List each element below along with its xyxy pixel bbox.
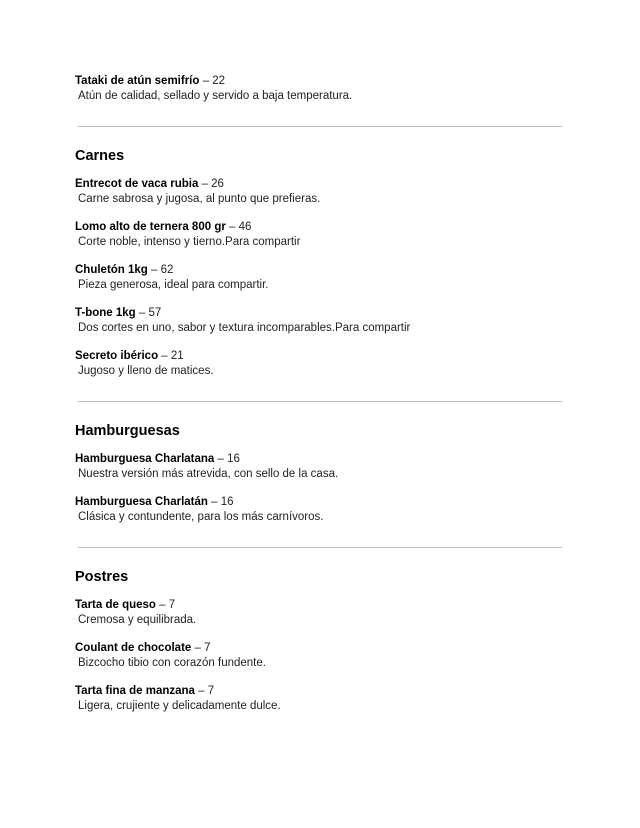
item-price: 46: [238, 221, 252, 233]
item-price: 7: [168, 599, 176, 611]
item-name: Hamburguesa Charlatán: [75, 496, 208, 508]
item-description: Bizcocho tibio con corazón fundente.: [78, 657, 266, 669]
item-description: Cremosa y equilibrada.: [78, 614, 197, 626]
menu-document: [75, 74, 562, 714]
item-sep: –: [147, 264, 161, 276]
menu-item: [75, 641, 562, 671]
item-price: 22: [212, 75, 225, 87]
item-sep: –: [207, 496, 221, 508]
item-sep: –: [158, 350, 171, 362]
item-sep: –: [225, 221, 239, 233]
item-name: Chuletón 1kg: [75, 264, 148, 276]
menu-item: [75, 263, 562, 293]
item-price: 57: [148, 307, 162, 319]
menu-item: [75, 684, 562, 714]
menu-item: [75, 306, 562, 336]
item-sep: –: [198, 178, 212, 190]
section-title-postres: Postres: [75, 569, 129, 585]
item-description: Ligera, crujiente y delicadamente dulce.: [78, 700, 281, 712]
item-name: T-bone 1kg: [75, 307, 136, 319]
item-sep: –: [155, 599, 169, 611]
menu-item: [75, 349, 562, 379]
item-description: Carne sabrosa y jugosa, al punto que prefieras.: [78, 193, 321, 205]
menu-item: [75, 177, 562, 207]
item-price: 16: [220, 496, 234, 508]
menu-item: [75, 74, 562, 104]
item-name: Tarta fina de manzana: [75, 685, 195, 697]
item-sep: –: [194, 685, 208, 697]
menu-item: [75, 452, 562, 482]
item-description: Atún de calidad, sellado y servido a baja temperatura.: [78, 90, 353, 102]
item-price: 21: [170, 350, 184, 362]
item-sep: –: [191, 642, 205, 654]
item-description: Dos cortes en uno, sabor y textura incomparables.Para compartir: [78, 322, 411, 334]
item-description: Pieza generosa, ideal para compartir.: [78, 279, 269, 291]
menu-item: [75, 495, 562, 525]
item-sep: –: [214, 453, 228, 465]
item-price: 7: [207, 685, 215, 697]
item-price: 7: [204, 642, 211, 654]
item-price: 62: [160, 264, 174, 276]
item-price: 26: [211, 178, 224, 190]
item-sep: –: [135, 307, 149, 319]
menu-item: [75, 598, 562, 628]
menu-item: [75, 220, 562, 250]
item-description: Clásica y contundente, para los más carnívoros.: [78, 511, 324, 523]
item-name: Tataki de atún semifrío: [75, 75, 200, 87]
item-name: Coulant de chocolate: [75, 642, 192, 654]
item-description: Corte noble, intenso y tierno.Para compartir: [78, 236, 301, 248]
item-description: Nuestra versión más atrevida, con sello de la casa.: [78, 468, 339, 480]
item-name: Tarta de queso: [75, 599, 156, 611]
item-price: 16: [227, 453, 240, 465]
item-name: Hamburguesa Charlatana: [75, 453, 215, 465]
item-description: Jugoso y lleno de matices.: [78, 365, 214, 377]
item-sep: –: [199, 75, 213, 87]
item-name: Entrecot de vaca rubia: [75, 178, 199, 190]
section-title-carnes: Carnes: [75, 148, 125, 164]
item-name: Secreto ibérico: [75, 350, 159, 362]
section-title-hamburguesas: Hamburguesas: [75, 423, 180, 439]
item-name: Lomo alto de ternera 800 gr: [75, 221, 226, 233]
